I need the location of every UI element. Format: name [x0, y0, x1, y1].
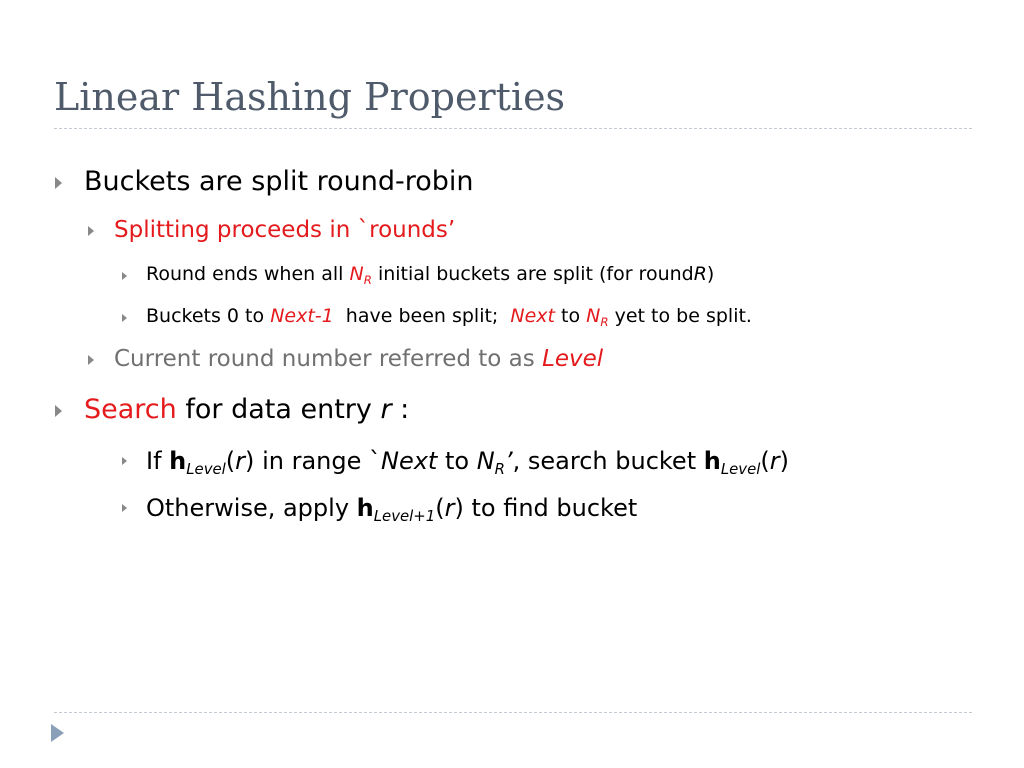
next-symbol: Next [380, 447, 438, 475]
slide-title: Linear Hashing Properties [54, 75, 566, 119]
bullet-split-round-robin [84, 168, 474, 195]
text-segment: to find bucket [471, 494, 638, 522]
bullet-text: Buckets are split round-robin [84, 166, 474, 197]
next-symbol: Next [510, 305, 555, 327]
bullet-otherwise [146, 494, 638, 526]
title-divider [54, 128, 972, 129]
round-symbol: R [693, 263, 707, 285]
text-segment: If [146, 447, 162, 475]
h-level-function: $h_{Level}(r)$ [169, 447, 255, 479]
nav-triangle-icon [51, 724, 64, 742]
text-segment: to [444, 447, 470, 475]
search-keyword: Search [84, 394, 177, 425]
n-r-symbol: $N_R$ [349, 263, 372, 288]
r-symbol: r [380, 394, 392, 425]
bullet-triangle-icon [88, 355, 94, 365]
text-segment: for data entry [185, 394, 372, 425]
bullet-triangle-icon [122, 457, 127, 465]
footer-divider [54, 712, 972, 713]
bullet-search [84, 396, 409, 423]
bullet-if-in-range [146, 447, 789, 479]
bullet-triangle-icon [122, 314, 127, 322]
text-segment: Buckets 0 to [146, 305, 265, 327]
text-segment: to [561, 305, 581, 327]
bullet-buckets-split [146, 305, 752, 330]
text-segment: yet to be split. [614, 305, 752, 327]
bullet-triangle-icon [55, 177, 62, 189]
bullet-round-ends [146, 263, 715, 288]
text-segment: ’ [505, 447, 513, 475]
text-segment: have been split; [345, 305, 499, 327]
h-level-plus-one-function: $h_{Level+1}(r)$ [356, 494, 464, 526]
bullet-triangle-icon [122, 504, 127, 512]
text-segment: initial buckets are split (for round [377, 263, 694, 285]
text-segment: : [400, 394, 410, 425]
level-symbol: Level [542, 346, 604, 372]
next-minus-one-symbol: Next-1 [270, 305, 334, 327]
text-segment: ) [706, 263, 715, 285]
bullet-rounds [114, 219, 455, 242]
bullet-current-round [114, 348, 603, 371]
bullet-triangle-icon [88, 226, 94, 236]
bullet-triangle-icon [55, 405, 62, 417]
n-r-symbol: $N_R$ [586, 305, 609, 330]
text-segment: Current round number referred to as [114, 346, 535, 372]
h-level-function: $h_{Level}(r)$ [703, 447, 789, 479]
text-segment: Round ends when all [146, 263, 344, 285]
text-segment: , search bucket [512, 447, 697, 475]
text-segment: in range ` [262, 447, 381, 475]
bullet-text: Splitting proceeds in `rounds’ [114, 217, 456, 243]
bullet-triangle-icon [122, 272, 127, 280]
n-r-symbol: $N_R$ [476, 447, 505, 479]
text-segment: Otherwise, apply [146, 494, 350, 522]
